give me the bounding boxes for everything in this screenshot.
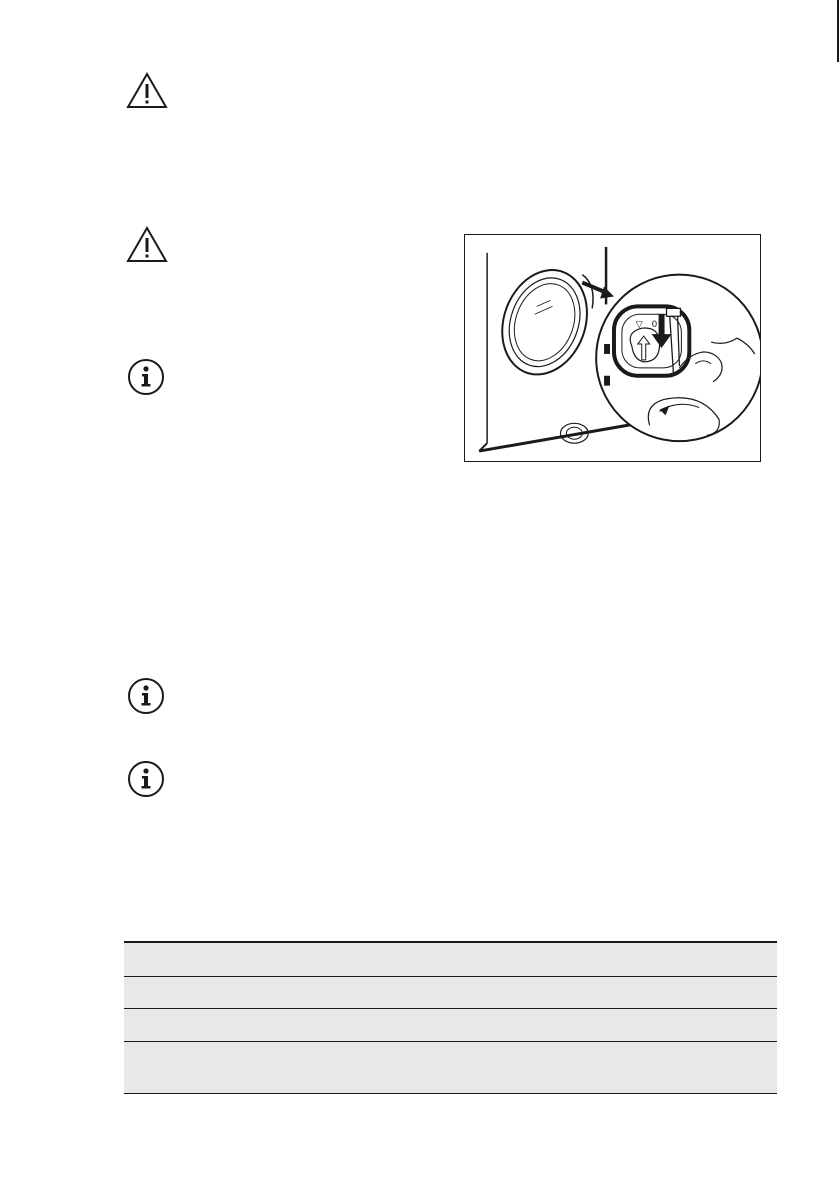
warning-icon	[126, 72, 168, 110]
data-table	[124, 941, 777, 1094]
table-row	[124, 1042, 777, 1094]
washing-machine-drawing	[465, 235, 760, 461]
table-row	[124, 977, 777, 1009]
info-icon	[127, 677, 165, 715]
filter-drain-illustration	[464, 234, 761, 462]
table-row	[124, 943, 777, 977]
info-icon	[127, 358, 165, 396]
info-icon	[127, 760, 165, 798]
table-row	[124, 1009, 777, 1042]
warning-icon	[126, 226, 168, 264]
mark-zero: 0	[651, 320, 658, 331]
mark-triangle: ▽	[635, 320, 643, 331]
